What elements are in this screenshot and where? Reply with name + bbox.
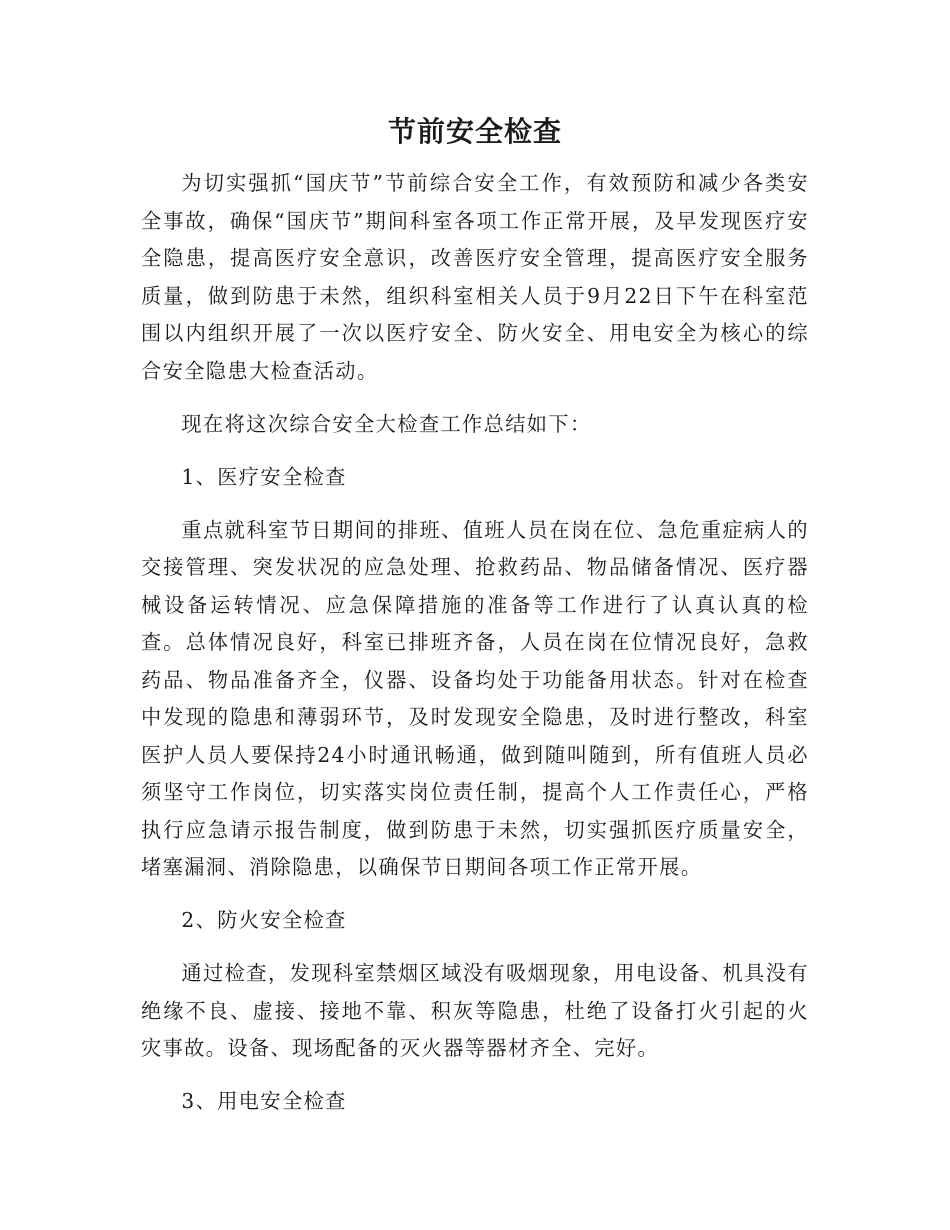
fire-safety-paragraph: 通过检查，发现科室禁烟区域没有吸烟现象，用电设备、机具没有绝缘不良、虚接、接地不靠、积灰等隐患，杜绝了设备打火引起的火灾事故。设备、现场配备的灭火器等器材齐全、完好。 (141, 961, 809, 1060)
medical-safety-paragraph: 重点就科室节日期间的排班、值班人员在岗在位、急危重症病人的交接管理、突发状况的应急处理、抢救药品、物品储备情况、医疗器械设备运转情况、应急保障措施的准备等工作进行了认真认真的检查。总体情况良好，科室已排班齐备，人员在岗在位情况良好，急救药品、物品准备齐全，仪器、设备均处于功能备用状态。针对在检查中发现的隐患和薄弱环节，及时发现安全隐患，及时进行整改，科室医护人员人要保持24小时通讯畅通，做到随叫随到，所有值班人员必须坚守工作岗位，切实落实岗位责任制，提高个人工作责任心，严格执行应急请示报告制度，做到防患于未然，切实强抓医疗质量安全，堵塞漏洞、消除隐患，以确保节日期间各项工作正常开展。 (141, 517, 809, 879)
document-body (141, 165, 809, 1136)
intro-paragraph: 为切实强抓“国庆节”节前综合安全工作，有效预防和减少各类安全事故，确保“国庆节”期间科室各项工作正常开展，及早发现医疗安全隐患，提高医疗安全意识，改善医疗安全管理，提高医疗安全服务质量，做到防患于未然，组织科室相关人员于9月22日下午在科室范围以内组织开展了一次以医疗安全、防火安全、用电安全为核心的综合安全隐患大检查活动。 (141, 171, 809, 383)
summary-intro-paragraph: 现在将这次综合安全大检查工作总结如下： (181, 411, 592, 436)
section-heading-medical-safety: 1、医疗安全检查 (181, 464, 347, 489)
document-title: 节前安全检查 (387, 115, 562, 148)
section-heading-electrical-safety: 3、用电安全检查 (181, 1089, 347, 1113)
section-heading-fire-safety: 2、防火安全检查 (181, 908, 347, 932)
